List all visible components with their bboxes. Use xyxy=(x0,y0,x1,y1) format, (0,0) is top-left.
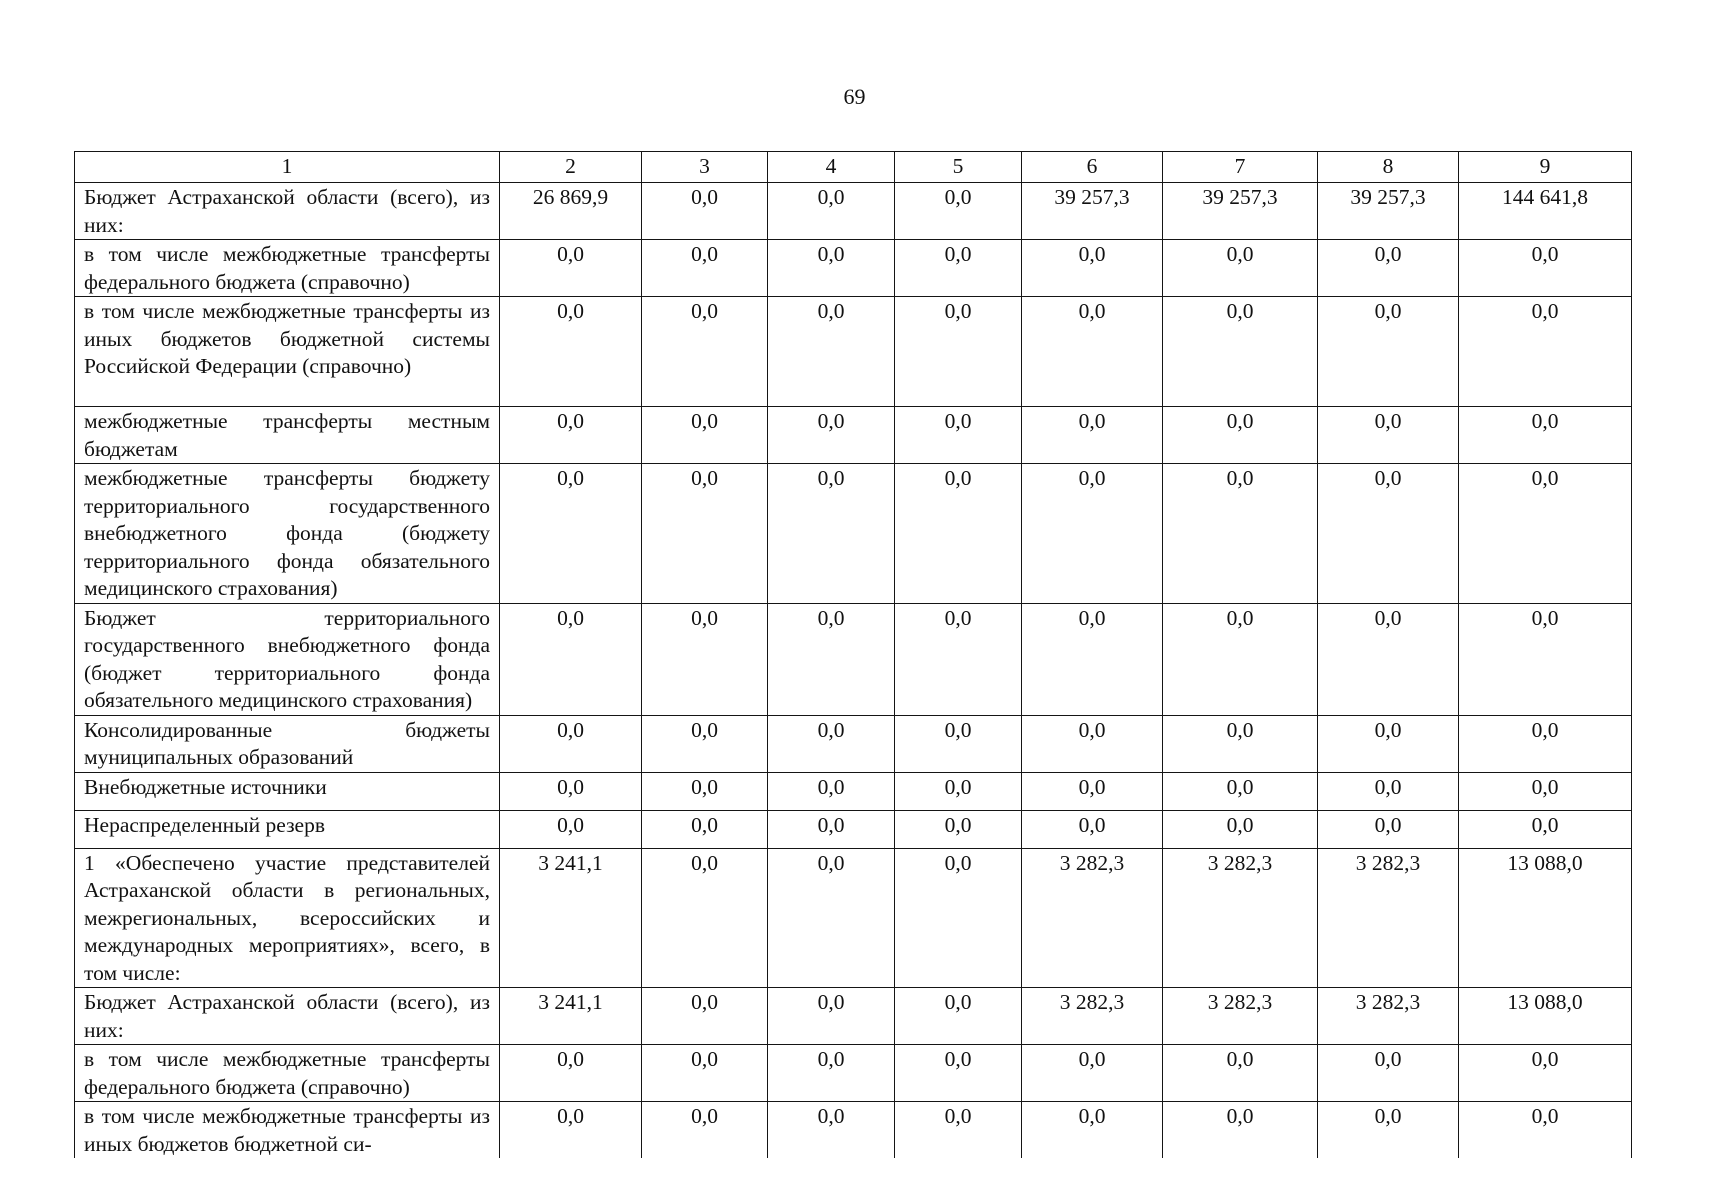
value-cell: 0,0 xyxy=(768,772,895,810)
value-cell: 0,0 xyxy=(1022,810,1163,848)
value-cell: 26 869,9 xyxy=(500,183,642,240)
value-cell: 0,0 xyxy=(500,240,642,297)
value-cell: 0,0 xyxy=(1318,1045,1459,1102)
column-header: 3 xyxy=(642,152,768,183)
value-cell: 0,0 xyxy=(1318,240,1459,297)
column-header: 9 xyxy=(1459,152,1632,183)
value-cell: 3 241,1 xyxy=(500,848,642,988)
value-cell: 0,0 xyxy=(768,810,895,848)
value-cell: 0,0 xyxy=(500,810,642,848)
table-row xyxy=(75,464,1632,604)
value-cell: 0,0 xyxy=(895,603,1022,715)
value-cell: 0,0 xyxy=(642,297,768,407)
value-cell: 3 282,3 xyxy=(1022,848,1163,988)
value-cell: 0,0 xyxy=(642,715,768,772)
value-cell: 0,0 xyxy=(1163,407,1318,464)
value-cell: 0,0 xyxy=(895,772,1022,810)
value-cell: 0,0 xyxy=(642,407,768,464)
column-header: 5 xyxy=(895,152,1022,183)
value-cell: 0,0 xyxy=(768,297,895,407)
value-cell: 3 282,3 xyxy=(1163,848,1318,988)
value-cell: 3 241,1 xyxy=(500,988,642,1045)
value-cell: 0,0 xyxy=(1459,772,1632,810)
column-header: 1 xyxy=(75,152,500,183)
value-cell: 0,0 xyxy=(1459,715,1632,772)
table-body xyxy=(75,152,1632,1159)
table-row xyxy=(75,603,1632,715)
value-cell: 13 088,0 xyxy=(1459,988,1632,1045)
value-cell: 0,0 xyxy=(1163,772,1318,810)
value-cell: 0,0 xyxy=(642,183,768,240)
table-row xyxy=(75,407,1632,464)
value-cell: 39 257,3 xyxy=(1022,183,1163,240)
value-cell: 0,0 xyxy=(895,183,1022,240)
value-cell: 0,0 xyxy=(895,1102,1022,1159)
row-label: межбюджетные трансферты бюджету территориального государственного внебюджетного фонда (бюджету территориального фонда обязательного медицинского страхования) xyxy=(75,464,500,604)
value-cell: 0,0 xyxy=(1022,297,1163,407)
table-row xyxy=(75,848,1632,988)
row-label: Бюджет Астраханской области (всего), из них: xyxy=(75,183,500,240)
value-cell: 0,0 xyxy=(768,183,895,240)
row-label: 1 «Обеспечено участие представителей Астраханской области в региональных, межрегиональных, всероссийских и международных мероприятиях», всего, в том числе: xyxy=(75,848,500,988)
value-cell: 0,0 xyxy=(1318,407,1459,464)
row-label: в том числе межбюджетные трансферты федерального бюджета (справочно) xyxy=(75,240,500,297)
value-cell: 0,0 xyxy=(895,848,1022,988)
value-cell: 0,0 xyxy=(895,240,1022,297)
table-row xyxy=(75,1102,1632,1159)
table-row xyxy=(75,183,1632,240)
value-cell: 0,0 xyxy=(1163,464,1318,604)
row-label: Бюджет территориального государственного внебюджетного фонда (бюджет территориального фонда обязательного медицинского страхования) xyxy=(75,603,500,715)
value-cell: 0,0 xyxy=(642,464,768,604)
value-cell: 0,0 xyxy=(1459,464,1632,604)
value-cell: 0,0 xyxy=(768,1102,895,1159)
value-cell: 0,0 xyxy=(500,407,642,464)
value-cell: 0,0 xyxy=(895,1045,1022,1102)
value-cell: 0,0 xyxy=(642,603,768,715)
row-label: Консолидированные бюджеты муниципальных образований xyxy=(75,715,500,772)
value-cell: 0,0 xyxy=(500,715,642,772)
value-cell: 0,0 xyxy=(768,407,895,464)
value-cell: 0,0 xyxy=(500,1102,642,1159)
value-cell: 0,0 xyxy=(642,772,768,810)
column-header: 6 xyxy=(1022,152,1163,183)
value-cell: 0,0 xyxy=(1459,240,1632,297)
value-cell: 0,0 xyxy=(768,464,895,604)
column-header: 2 xyxy=(500,152,642,183)
row-label: Бюджет Астраханской области (всего), из них: xyxy=(75,988,500,1045)
row-label: Нераспределенный резерв xyxy=(75,810,500,848)
value-cell: 0,0 xyxy=(1022,715,1163,772)
value-cell: 0,0 xyxy=(1022,464,1163,604)
value-cell: 0,0 xyxy=(500,1045,642,1102)
value-cell: 0,0 xyxy=(768,240,895,297)
value-cell: 0,0 xyxy=(768,848,895,988)
table-row xyxy=(75,810,1632,848)
table-row xyxy=(75,772,1632,810)
value-cell: 0,0 xyxy=(1318,603,1459,715)
value-cell: 0,0 xyxy=(642,810,768,848)
value-cell: 0,0 xyxy=(1022,603,1163,715)
value-cell: 0,0 xyxy=(642,848,768,988)
value-cell: 0,0 xyxy=(768,715,895,772)
value-cell: 0,0 xyxy=(642,240,768,297)
column-header: 7 xyxy=(1163,152,1318,183)
value-cell: 3 282,3 xyxy=(1163,988,1318,1045)
value-cell: 3 282,3 xyxy=(1022,988,1163,1045)
value-cell: 0,0 xyxy=(768,603,895,715)
value-cell: 0,0 xyxy=(1163,1045,1318,1102)
row-label: межбюджетные трансферты местным бюджетам xyxy=(75,407,500,464)
value-cell: 0,0 xyxy=(1459,1102,1632,1159)
value-cell: 0,0 xyxy=(1163,1102,1318,1159)
header-row xyxy=(75,152,1632,183)
column-header: 8 xyxy=(1318,152,1459,183)
value-cell: 0,0 xyxy=(1318,772,1459,810)
row-label: в том числе межбюджетные трансферты федерального бюджета (справочно) xyxy=(75,1045,500,1102)
value-cell: 0,0 xyxy=(1318,1102,1459,1159)
value-cell: 0,0 xyxy=(1459,407,1632,464)
value-cell: 3 282,3 xyxy=(1318,988,1459,1045)
value-cell: 39 257,3 xyxy=(1318,183,1459,240)
value-cell: 0,0 xyxy=(500,297,642,407)
table-row xyxy=(75,240,1632,297)
budget-table xyxy=(74,151,1632,1158)
value-cell: 0,0 xyxy=(500,603,642,715)
value-cell: 0,0 xyxy=(1022,407,1163,464)
table-row xyxy=(75,715,1632,772)
value-cell: 0,0 xyxy=(1318,464,1459,604)
value-cell: 0,0 xyxy=(1163,603,1318,715)
value-cell: 0,0 xyxy=(500,464,642,604)
value-cell: 0,0 xyxy=(1318,715,1459,772)
value-cell: 0,0 xyxy=(1022,1102,1163,1159)
table-row xyxy=(75,988,1632,1045)
value-cell: 0,0 xyxy=(768,988,895,1045)
value-cell: 0,0 xyxy=(1459,603,1632,715)
value-cell: 0,0 xyxy=(642,1102,768,1159)
value-cell: 13 088,0 xyxy=(1459,848,1632,988)
value-cell: 39 257,3 xyxy=(1163,183,1318,240)
page-number: 69 xyxy=(843,84,866,109)
value-cell: 0,0 xyxy=(642,988,768,1045)
value-cell: 0,0 xyxy=(1022,1045,1163,1102)
value-cell: 0,0 xyxy=(1163,810,1318,848)
value-cell: 0,0 xyxy=(768,1045,895,1102)
value-cell: 0,0 xyxy=(1163,297,1318,407)
column-header: 4 xyxy=(768,152,895,183)
value-cell: 0,0 xyxy=(895,715,1022,772)
value-cell: 0,0 xyxy=(1459,1045,1632,1102)
value-cell: 0,0 xyxy=(895,988,1022,1045)
value-cell: 0,0 xyxy=(1163,715,1318,772)
table-row xyxy=(75,1045,1632,1102)
value-cell: 0,0 xyxy=(895,810,1022,848)
value-cell: 144 641,8 xyxy=(1459,183,1632,240)
value-cell: 0,0 xyxy=(642,1045,768,1102)
value-cell: 0,0 xyxy=(1459,297,1632,407)
value-cell: 3 282,3 xyxy=(1318,848,1459,988)
row-label: в том числе межбюджетные трансферты из иных бюджетов бюджетной си- xyxy=(75,1102,500,1159)
row-label: Внебюджетные источники xyxy=(75,772,500,810)
value-cell: 0,0 xyxy=(1022,772,1163,810)
value-cell: 0,0 xyxy=(1022,240,1163,297)
value-cell: 0,0 xyxy=(500,772,642,810)
value-cell: 0,0 xyxy=(895,297,1022,407)
table-row xyxy=(75,297,1632,407)
value-cell: 0,0 xyxy=(1318,297,1459,407)
value-cell: 0,0 xyxy=(1318,810,1459,848)
value-cell: 0,0 xyxy=(1459,810,1632,848)
value-cell: 0,0 xyxy=(895,464,1022,604)
value-cell: 0,0 xyxy=(895,407,1022,464)
row-label: в том числе межбюджетные трансферты из иных бюджетов бюджетной системы Российской Федерации (справочно) xyxy=(75,297,500,407)
value-cell: 0,0 xyxy=(1163,240,1318,297)
